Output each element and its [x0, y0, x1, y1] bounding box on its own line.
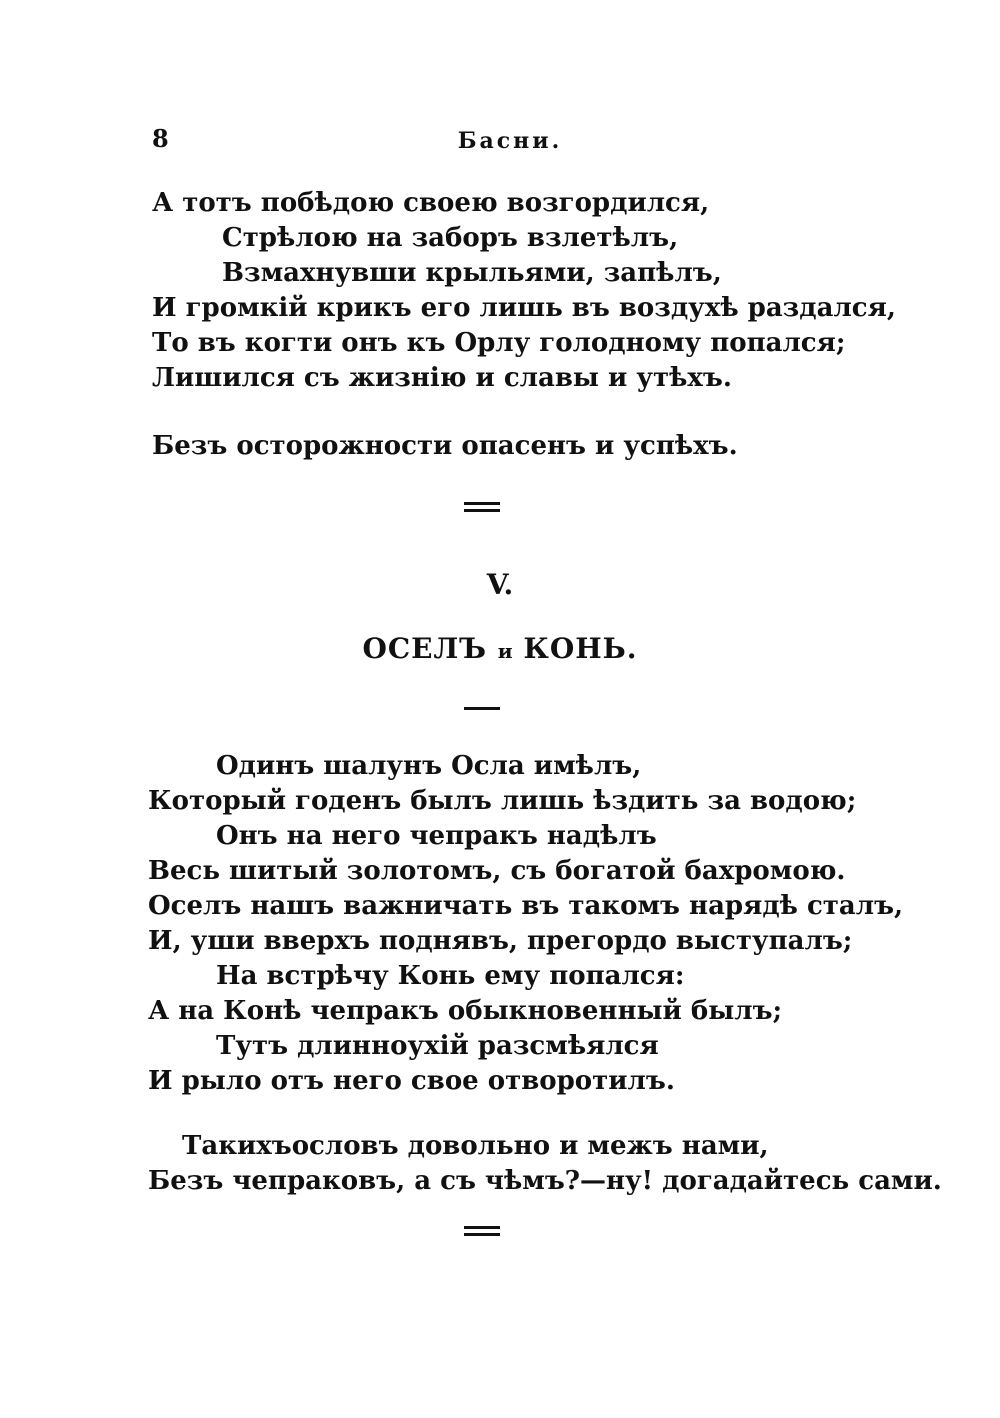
- moral-line: Безъ осторожности опасенъ и успѣхъ.: [152, 431, 738, 461]
- fable-number: V.: [486, 568, 514, 601]
- running-title: Басни.: [457, 128, 563, 154]
- verse-line: Который годенъ былъ лишь ѣздить за водою;: [148, 786, 857, 816]
- verse-line: Онъ на него чепракъ надѣлъ: [216, 821, 657, 851]
- verse-line: Лишился съ жизнію и славы и утѣхъ.: [152, 363, 732, 393]
- verse-line: А на Конѣ чепракъ обыкновенный былъ;: [148, 996, 783, 1026]
- single-rule-divider: [464, 707, 500, 710]
- title-conjunction: и: [497, 639, 513, 663]
- double-rule-divider: [464, 502, 500, 512]
- verse-line: Тутъ длинноухій разсмѣялся: [216, 1031, 659, 1061]
- verse-line: И рыло отъ него свое отворотилъ.: [148, 1066, 675, 1096]
- verse-line: Одинъ шалунъ Осла имѣлъ,: [216, 751, 642, 781]
- double-rule-divider: [464, 1226, 500, 1236]
- verse-line: И громкій крикъ его лишь въ воздухѣ раздался,: [152, 293, 896, 323]
- verse-line: То въ когти онъ къ Орлу голодному попался;: [152, 328, 846, 358]
- moral-line: Такихъословъ довольно и межъ нами,: [182, 1131, 769, 1161]
- fable-title: [0, 632, 1000, 665]
- moral-line: Безъ чепраковъ, а съ чѣмъ?—ну! догадайтесь сами.: [148, 1166, 942, 1196]
- verse-line: А тотъ побѣдою своею возгордился,: [152, 188, 710, 218]
- verse-line: И, уши вверхъ поднявъ, прегордо выступалъ;: [148, 926, 853, 956]
- verse-line: Взмахнувши крыльями, запѣлъ,: [222, 258, 722, 288]
- verse-line: Оселъ нашъ важничать въ такомъ нарядѣ сталъ,: [148, 891, 904, 921]
- verse-line: Весь шитый золотомъ, съ богатой бахромою.: [148, 856, 846, 886]
- verse-line: Стрѣлою на заборъ взлетѣлъ,: [222, 223, 679, 253]
- verse-line: На встрѣчу Конь ему попался:: [216, 961, 685, 991]
- page-number: 8: [152, 124, 169, 153]
- title-part-1: ОСЕЛЪ: [362, 632, 488, 665]
- title-part-2: КОНЬ.: [523, 632, 638, 665]
